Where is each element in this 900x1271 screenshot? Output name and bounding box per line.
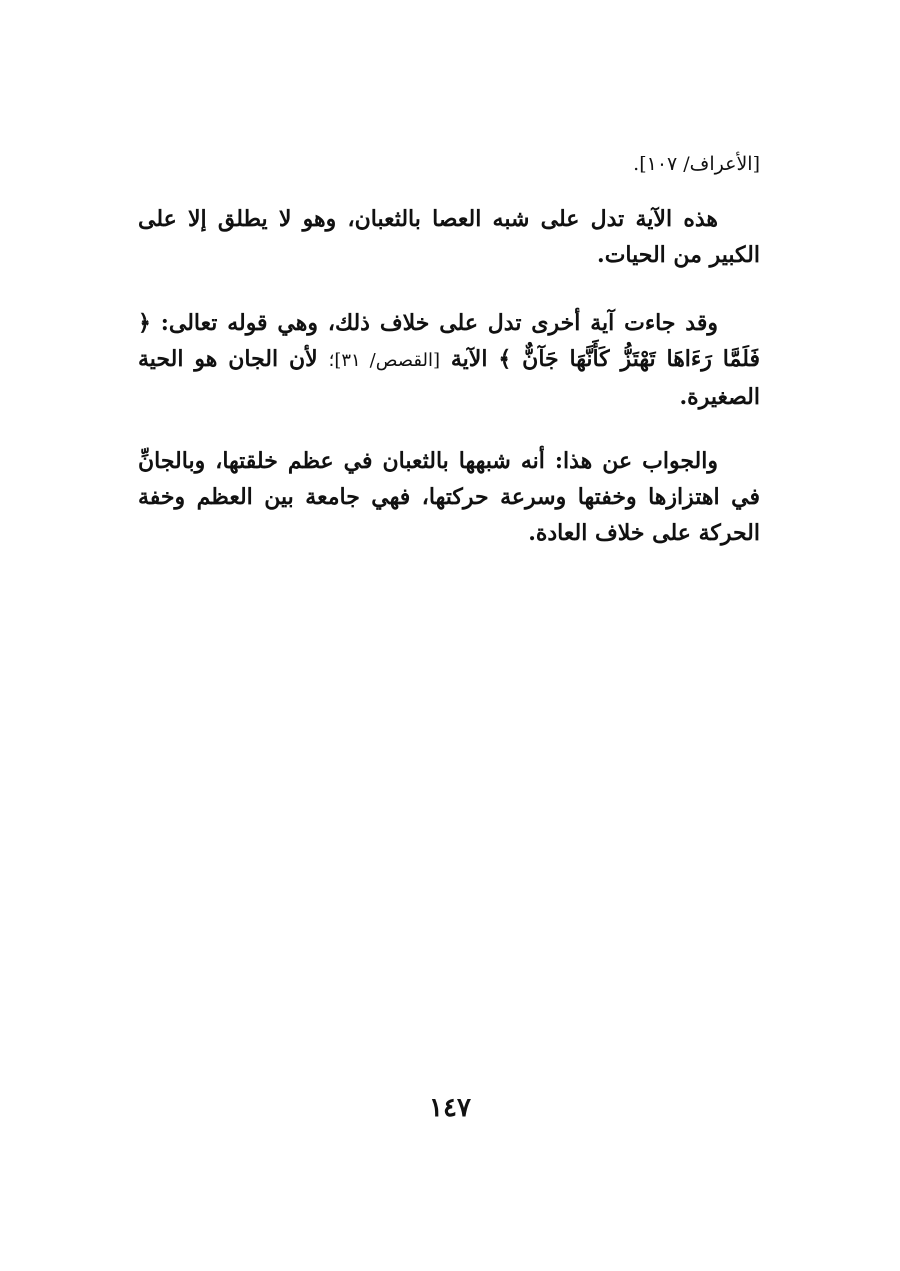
paragraph-2-intro: وقد جاءت آية أخرى تدل على خلاف ذلك، وهي قوله تعالى: [160,310,718,336]
quran-verse: ﴿ فَلَمَّا رَءَاهَا تَهْتَزُّ كَأَنَّهَا جَآنٌّ ﴾ [138,310,760,372]
verse-reference-line: [الأعراف/ ١٠٧]. [633,153,760,175]
verse-reference: [القصص/ ٣١]؛ [328,350,440,371]
paragraph-1: هذه الآية تدل على شبه العصا بالثعبان، وهو لا يطلق إلا على الكبير من الحيات. [138,206,760,268]
paragraph-2-conclusion: لأن الجان هو الحية الصغيرة. [138,346,760,410]
page-number: ١٤٧ [429,1093,471,1123]
paragraph-2 [138,305,760,415]
verse-label: الآية [450,346,488,372]
paragraph-3: والجواب عن هذا: أنه شبهها بالثعبان في عظم خلقتها، وبالجانِّ في اهتزازها وخفتها وسرعة حركتها، فهي جامعة بين العظم وخفة الحركة على خلاف العادة. [138,448,760,546]
